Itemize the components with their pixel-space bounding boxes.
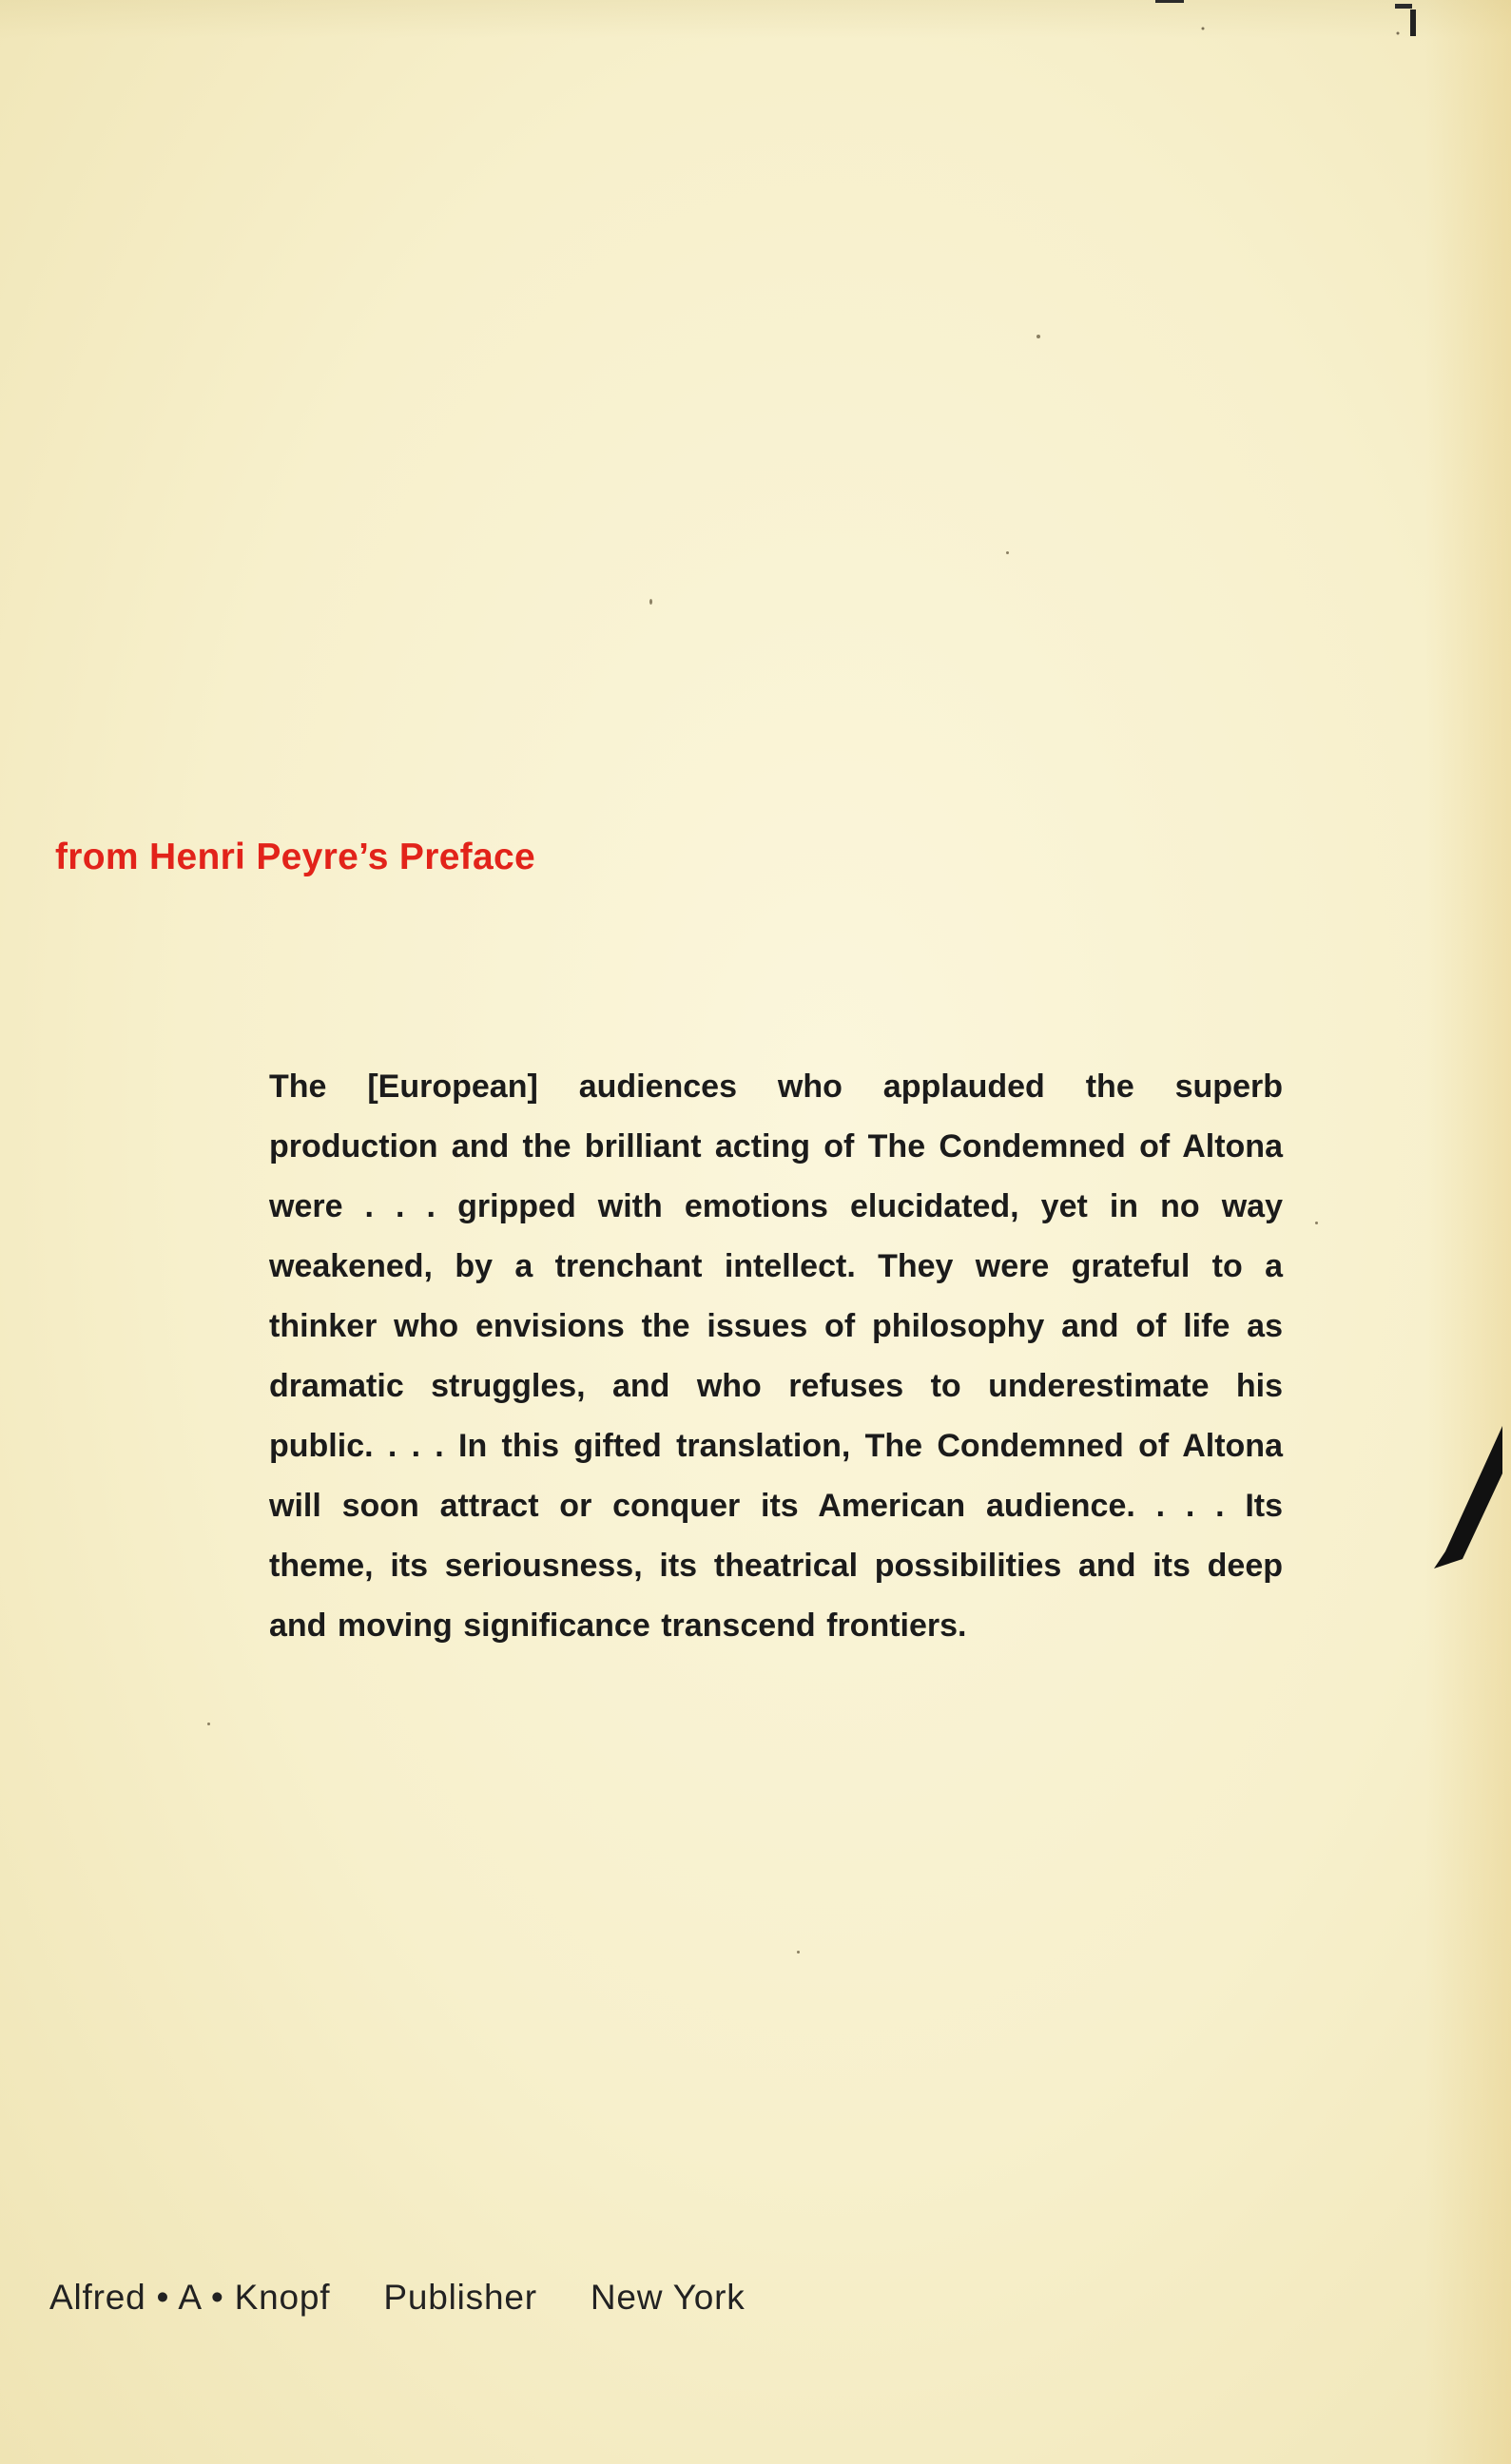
- paper-speck: [207, 1723, 210, 1725]
- publisher-city: New York: [590, 2278, 746, 2317]
- publisher-line: [49, 2278, 746, 2318]
- publisher-role: Publisher: [383, 2278, 537, 2317]
- publisher-name: Alfred • A • Knopf: [49, 2278, 331, 2317]
- top-edge-marks: [1155, 0, 1431, 48]
- paper-speck: [1006, 551, 1009, 554]
- paper-speck: [1315, 1222, 1318, 1224]
- right-edge-shading: [1425, 0, 1511, 2464]
- torn-edge-mark: [1426, 1426, 1502, 1578]
- preface-quote: The [European] audiences who applauded the superb production and the brilliant acting of The Condemned of Altona were . . . gripped with emotions elucidated, yet in no way weakened, by a trenchant intellect. They were grateful to a thinker who envisions the issues of philosophy and of life as dramatic struggles, and who refuses to underestimate his public. . . . In this gifted translation, The Condemned of Altona will soon attract or conquer its American audience. . . . Its theme, its seriousness, its theatrical possibilities and its deep and moving significance transcend frontiers.: [269, 1068, 1283, 1644]
- paper-speck: [797, 1951, 800, 1954]
- paper-speck: [649, 599, 652, 605]
- paper-speck: [1036, 335, 1040, 338]
- preface-heading: from Henri Peyre’s Preface: [55, 837, 535, 877]
